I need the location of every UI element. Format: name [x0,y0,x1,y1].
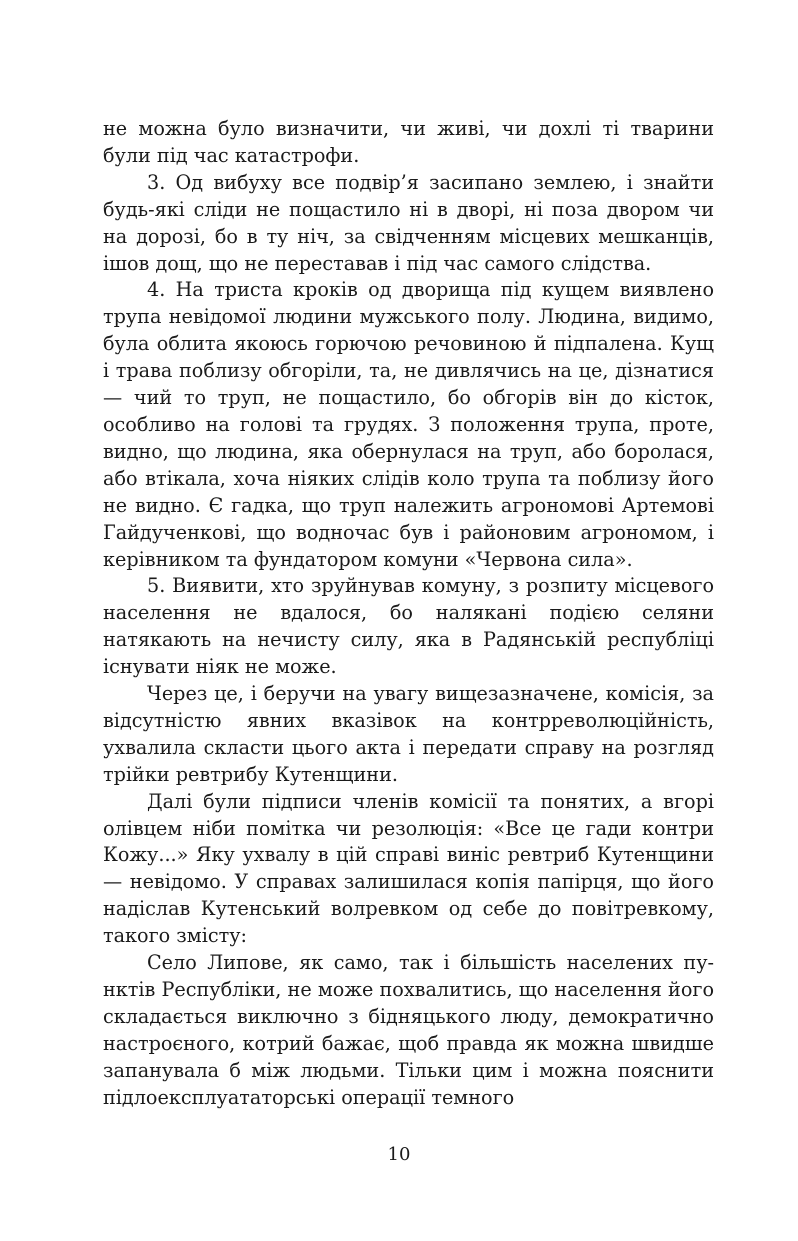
body-text [103,116,714,1112]
paragraph-letter: Село Липове, як само, так і більшість населених пунктів Республіки, не може похвалитись, що населення його складається виключно з бідняцького люду, демократично настроєного, котрий бажає, щоб правда як можна швидше запанувала б між людьми. Тільки цим і можна пояснити підлоексплуататорські операції темного [103,951,714,1109]
paragraph-item-3: 3. Од вибуху все подвір’я засипано землею, і знайти будь-які сліди не пощастило ні в дворі, ні поза двором чи на дорозі, бо в ту ніч, за свідченням місцевих мешканців, ішов дощ, що не переставав і під час самого слідства. [103,170,714,275]
page-number: 10 [387,1144,411,1165]
paragraph-signatures: Далі були підписи членів комісії та понятих, а вгорі олівцем ніби помітка чи резолюція: «Все це гади контри Кожу...» Яку ухвалу в цій справі виніс ревтриб Кутенщини — невідомо. У справах залишилася копія папірця, що його надіслав Кутенський волревком од себе до повітревкому, такого змісту: [103,789,714,948]
paragraph-item-4: 4. На триста кроків од дворища під кущем виявлено трупа невідомої людини мужського полу. Людина, видимо, була облита якоюсь горючою речовиною й підпалена. Кущ і трава поблизу обгоріли, та, не дивлячись на це, дізнатися — чий то труп, не пощастило, бо обгорів він до кісток, особливо на голові та грудях. З положення трупа, проте, видно, що людина, яка обернулася на труп, або боролася, або втікала, хоча ніяких слідів коло трупа та поблизу його не видно. Є гадка, що труп належить агрономові Артемові Гайдученкові, що водночас був і районовим агрономом, і керівником та фундатором комуни «Червона сила». [103,278,714,571]
paragraph-continuation: не можна було визначити, чи живі, чи дохлі ті тварини були під час катастрофи. [103,117,714,167]
paragraph-conclusion: Через це, і беручи на увагу вищезазначене, комісія, за відсутністю явних вказівок на контрреволюційність, ухвалила скласти цього акта і передати справу на розгляд трійки ревтрибу Кутенщини. [103,682,714,786]
paragraph-item-5: 5. Виявити, хто зруйнував комуну, з розпиту місцевого населення не вдалося, бо налякані подією селяни натякають на нечисту силу, яка в Радянській республіці існувати ніяк не може. [103,574,714,679]
